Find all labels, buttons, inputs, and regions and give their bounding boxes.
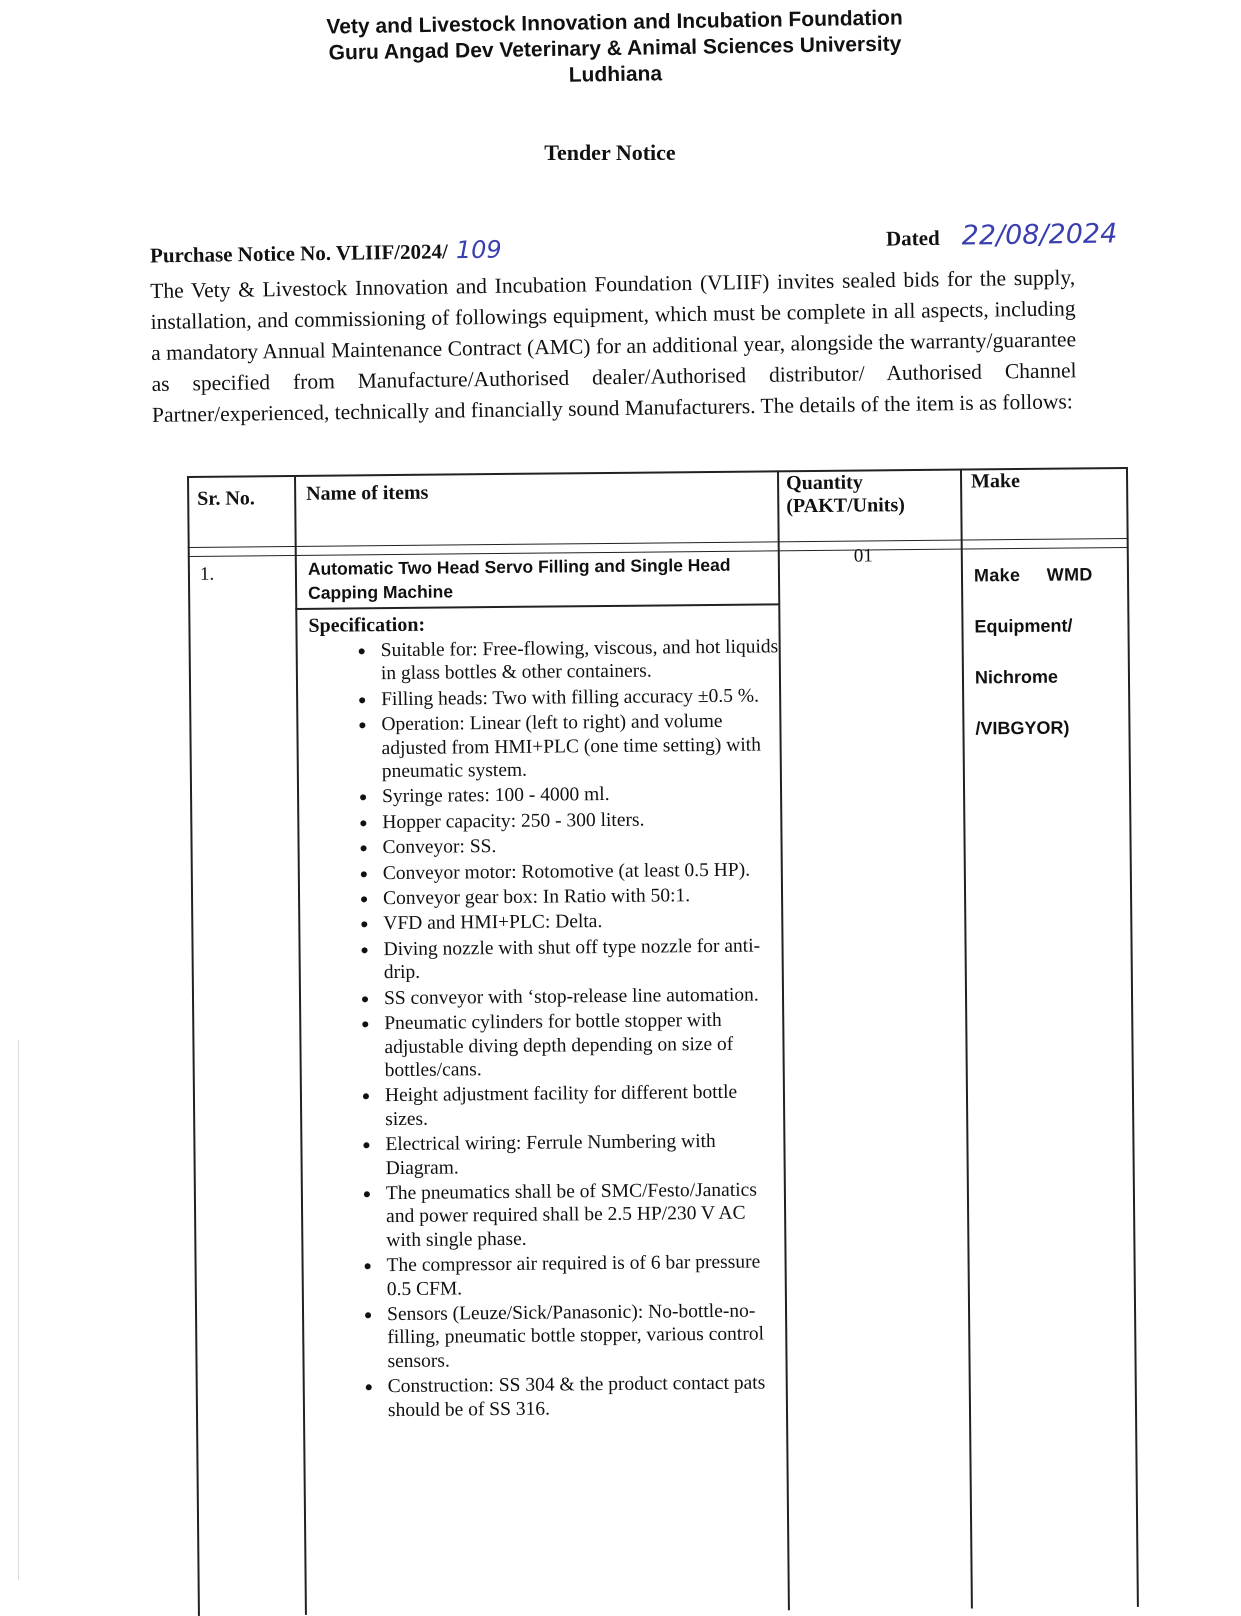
dated-label: Dated [885, 225, 940, 251]
scan-edge-shadow [18, 1040, 19, 1580]
specification-block [308, 610, 786, 1424]
specification-item: • Electrical wiring: Ferrule Numbering with Diagram. [381, 1129, 783, 1180]
document-title: Tender Notice [544, 140, 676, 165]
items-table [187, 467, 1138, 1616]
header-quantity [786, 471, 905, 518]
specification-item: • Conveyor: SS. [378, 833, 780, 860]
make-list [974, 549, 1122, 754]
specification-item: • Construction: SS 304 & the product contact pats should be of SS 316. [384, 1371, 786, 1422]
specification-item: • SS conveyor with ‘stop-release line automation. [380, 983, 782, 1010]
notice-date [886, 218, 1118, 252]
make-line: Equipment/ [974, 615, 1073, 637]
org-name: Vety and Livestock Innovation and Incubation Foundation [326, 6, 903, 39]
specification-item: • Syringe rates: 100 - 4000 ml. [378, 782, 780, 809]
column-divider [294, 475, 306, 1615]
table-border-left [187, 476, 199, 1616]
column-divider [960, 469, 972, 1609]
specification-item: • Diving nozzle with shut off type nozzle for anti-drip. [379, 934, 781, 985]
header-item-name: Name of items [306, 481, 429, 505]
specification-item: • Hopper capacity: 250 - 300 liters. [378, 807, 780, 834]
handwritten-date: 22/08/2024 [961, 218, 1118, 252]
specification-list [309, 635, 786, 1422]
header-quantity-line2: (PAKT/Units) [786, 494, 905, 518]
make-line: Make WMD [973, 564, 1093, 586]
notice-label: Purchase Notice No. VLIIF/2024/ [149, 239, 449, 268]
specification-item: • VFD and HMI+PLC: Delta. [379, 909, 781, 936]
make-line: Nichrome [974, 666, 1059, 688]
specification-item: • The compressor air required is of 6 bar pressure 0.5 CFM. [382, 1250, 784, 1301]
row-sr-no: 1. [199, 563, 215, 585]
university-name: Guru Angad Dev Veterinary & Animal Sciences University [328, 32, 902, 65]
specification-item: • Filling heads: Two with filling accuracy ±0.5 %. [377, 684, 779, 711]
specification-item: • Pneumatic cylinders for bottle stopper with adjustable diving depth depending on size of bottles/cans. [380, 1008, 783, 1082]
specification-heading: Specification: [308, 613, 426, 637]
item-name: Automatic Two Head Servo Filling and Single Head Capping Machine [307, 554, 731, 603]
specification-item: • Conveyor motor: Rotomotive (at least 0.5 HP). [379, 858, 781, 885]
header-sr-no: Sr. No. [197, 487, 255, 510]
letterhead [279, 5, 950, 94]
header-quantity-line1: Quantity [785, 471, 863, 495]
specification-item: • Operation: Linear (left to right) and volume adjusted from HMI+PLC (one time setting) with pneumatic system. [377, 710, 780, 784]
make-line: /VIBGYOR) [975, 717, 1070, 739]
intro-paragraph: The Vety & Livestock Innovation and Incubation Foundation (VLIIF) invites sealed bids for the supply, installation, and commissioning of followings equipment, which must be complete in all aspects, including a mandatory Annual Maintenance Contract (AMC) for an additional year, alongside the warranty/guarantee as specified from Manufacture/Authorised dealer/Authorised distributor/ Authorised Channel Partner/experienced, technically and financially sound Manufacturers. The details of the item is as follows: [150, 265, 1077, 427]
item-quantity: 01 [853, 545, 873, 567]
header-divider [188, 538, 1128, 548]
handwritten-notice-number: 109 [455, 235, 502, 265]
specification-item: • Height adjustment facility for different bottle sizes. [381, 1081, 783, 1132]
specification-item: • Sensors (Leuze/Sick/Panasonic): No-bottle-no-filling, pneumatic bottle stopper, various control sensors. [383, 1299, 786, 1373]
city-name: Ludhiana [568, 62, 663, 87]
header-make: Make [970, 470, 1021, 493]
table-border-right [1126, 467, 1138, 1607]
specification-item: • Conveyor gear box: In Ratio with 50:1. [379, 883, 781, 910]
specification-item: • Suitable for: Free-flowing, viscous, and hot liquids in glass bottles & other containers. [377, 635, 779, 686]
specification-item: • The pneumatics shall be of SMC/Festo/Janatics and power required shall be 2.5 HP/230 V AC with single phase. [382, 1178, 785, 1252]
purchase-notice-number [150, 236, 502, 269]
